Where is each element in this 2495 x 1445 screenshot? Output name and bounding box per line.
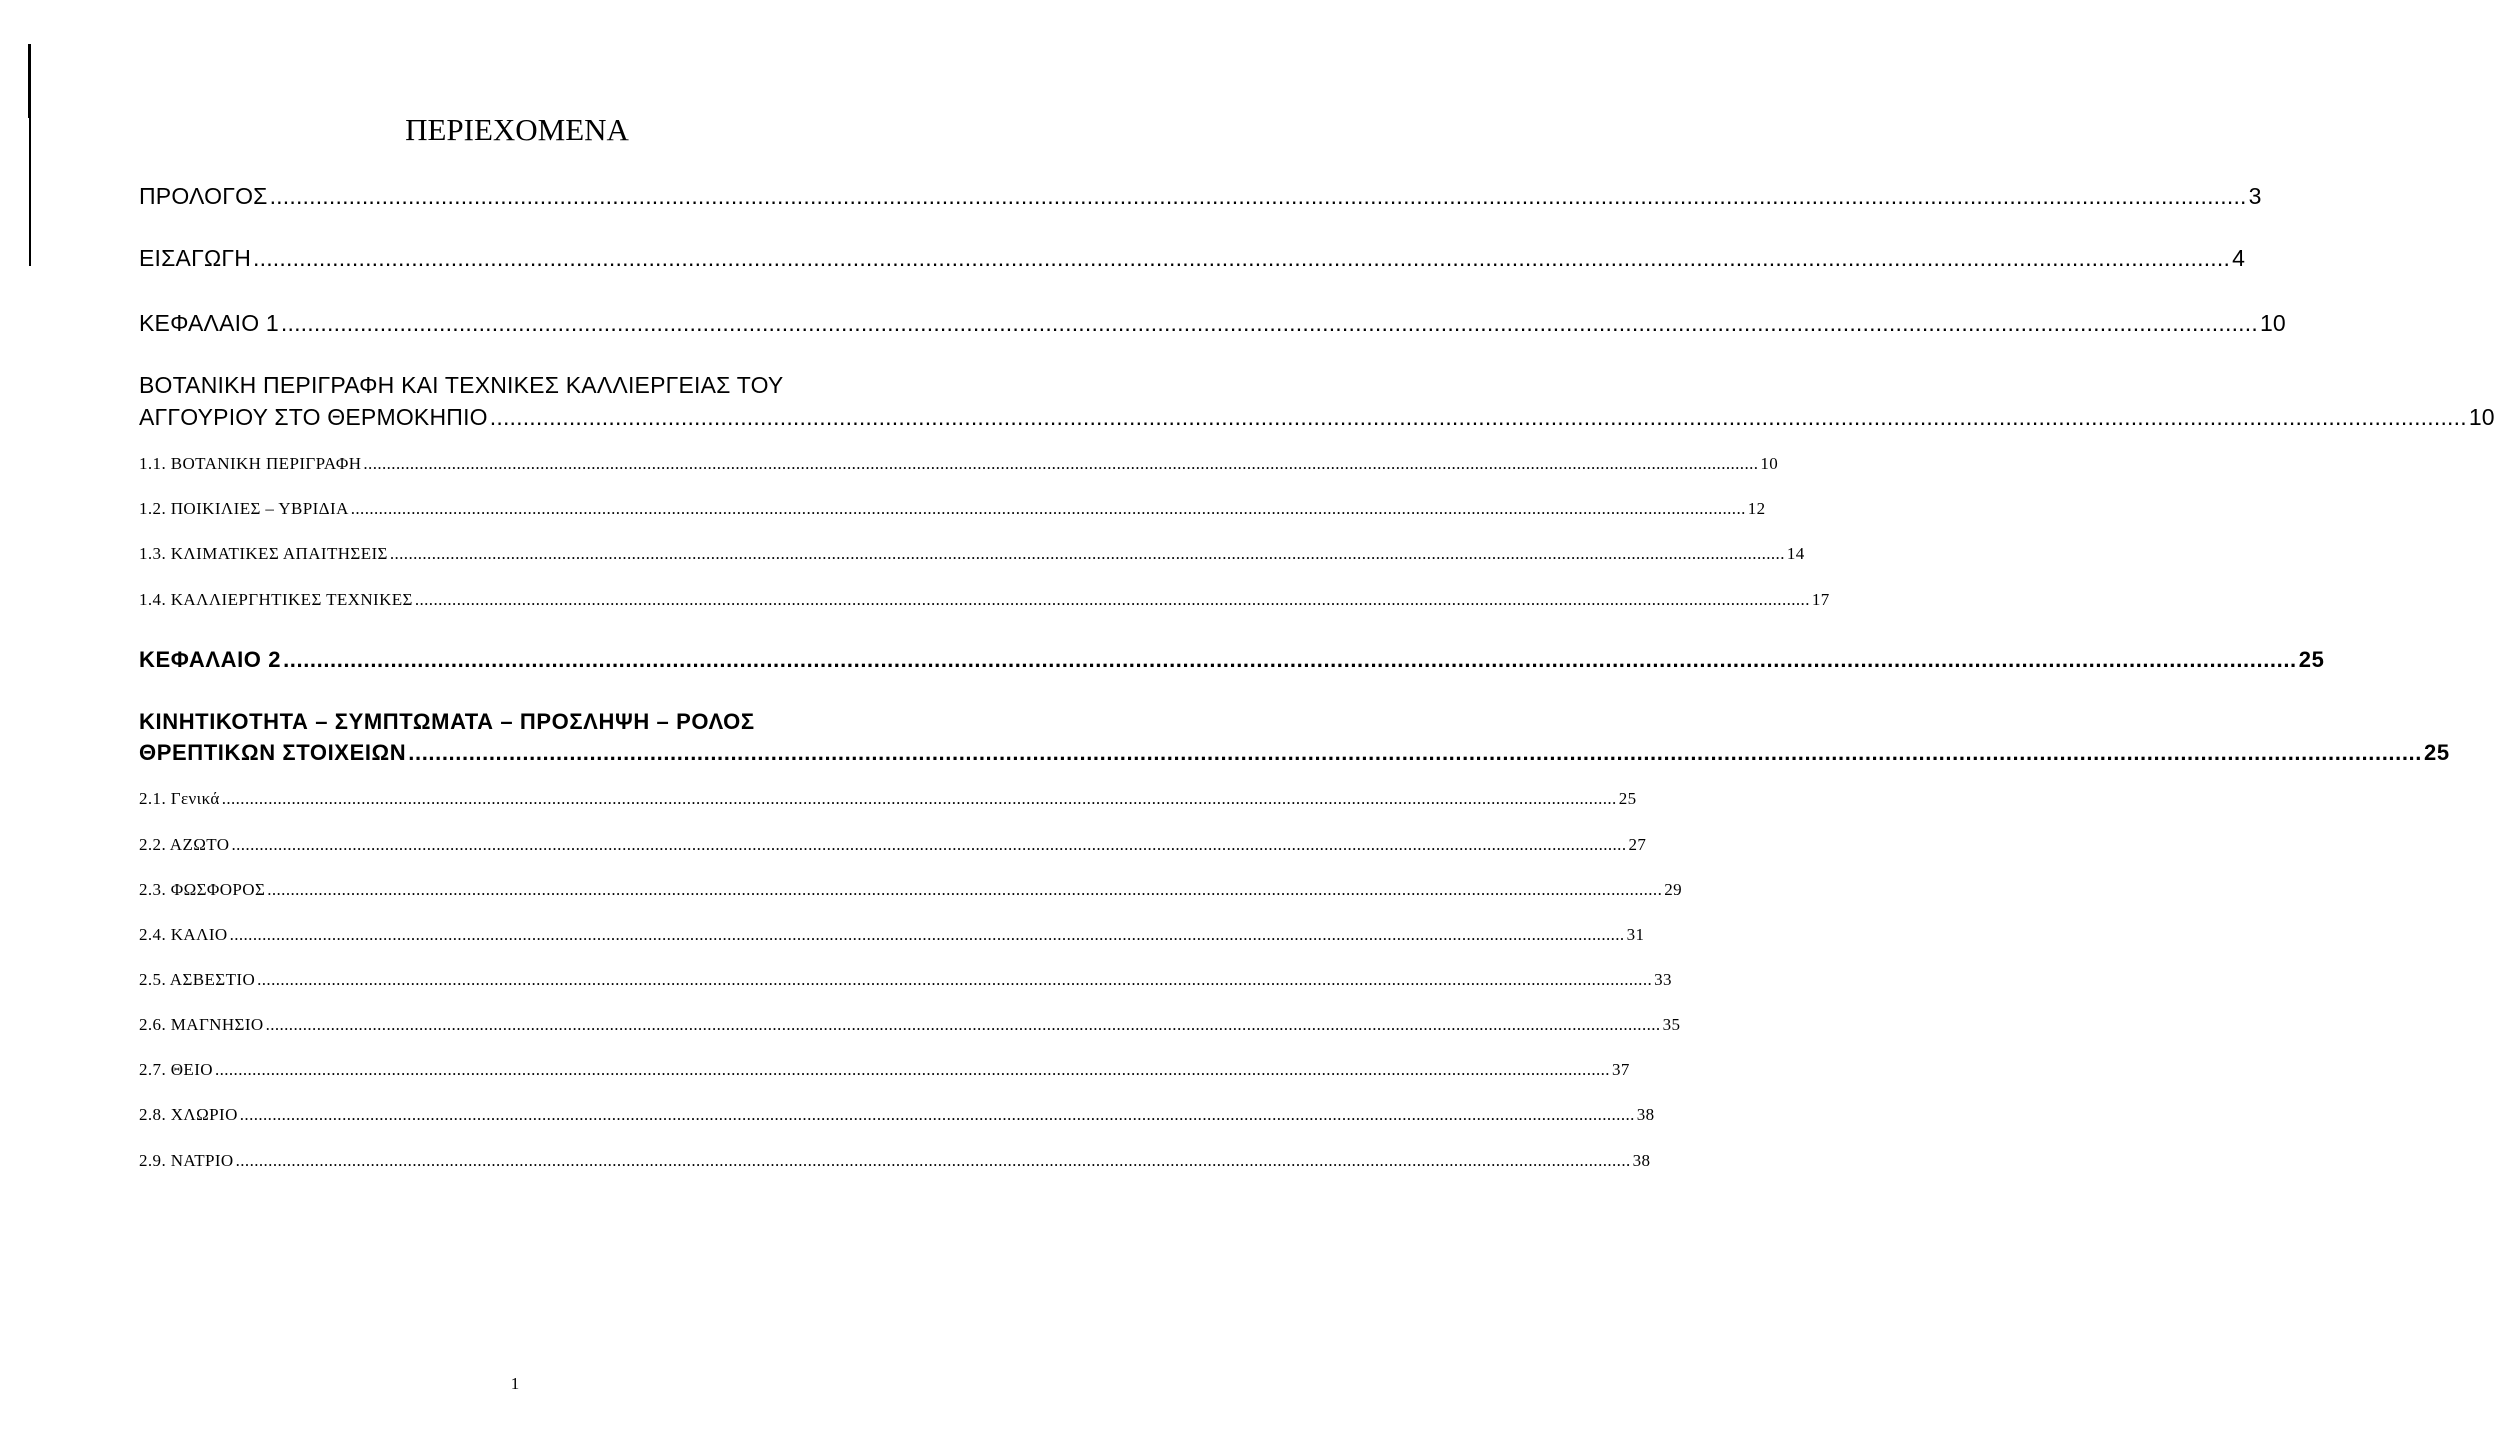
toc-entry-section[interactable]	[139, 880, 1683, 900]
toc-entry-introduction[interactable]	[139, 245, 2246, 272]
leader-dots: ............................................................................................................................................................................................................................................................................................................	[414, 590, 1810, 609]
toc-entry-page: 10	[2259, 310, 2286, 336]
toc-entry-label: ΑΓΓΟΥΡΙΟΥ ΣΤΟ ΘΕΡΜΟΚΗΠΙΟ	[139, 404, 488, 430]
toc-entry-page: 17	[1811, 590, 1830, 609]
leader-dots: ............................................................................................................................................................................................................................................................................................................	[350, 499, 1746, 518]
toc-entry-label: 1.2. ΠΟΙΚΙΛΙΕΣ – ΥΒΡΙΔΙΑ	[139, 499, 349, 518]
toc-entry-page: 25	[1618, 789, 1637, 808]
toc-entry-label: ΚΕΦΑΛΑΙΟ 2	[139, 647, 282, 672]
toc-entry-page: 3	[2248, 183, 2262, 209]
toc-entry-section[interactable]	[139, 835, 1647, 855]
toc-entry-section[interactable]	[139, 970, 1672, 990]
toc-entry-label: 2.2. ΑΖΩΤΟ	[139, 835, 230, 854]
margin-rule	[28, 44, 31, 118]
toc-entry-label: 1.4. ΚΑΛΛΙΕΡΓΗΤΙΚΕΣ ΤΕΧΝΙΚΕΣ	[139, 590, 413, 609]
toc-entry-section[interactable]	[139, 499, 1766, 519]
toc-entry-chapter-2-title[interactable]	[139, 740, 2450, 766]
leader-dots: ............................................................................................................................................................................................................................................................................................................	[363, 454, 1759, 473]
toc-entry-page: 4	[2232, 245, 2246, 271]
toc-entry-page: 25	[2298, 647, 2325, 672]
toc-entry-page: 27	[1628, 835, 1647, 854]
toc-entry-page: 29	[1664, 880, 1683, 899]
leader-dots: ............................................................................................................................................................................................................................................................................................................	[267, 880, 1663, 899]
page-title: ΠΕΡΙΕΧΟΜΕΝΑ	[405, 112, 629, 147]
leader-dots: ............................................................................................................................................................................................................................................................................................................	[389, 544, 1785, 563]
leader-dots: ............................................................................................................................................................................................................................................................................................................	[235, 1151, 1631, 1170]
leader-dots: ............................................................................................................................................................................................................................................................................................................	[214, 1060, 1610, 1079]
toc-entry-section[interactable]	[139, 1060, 1630, 1080]
toc-entry-section[interactable]	[139, 789, 1637, 809]
toc-entry-page: 33	[1654, 970, 1672, 989]
leader-dots: ............................................................................................................................................................................................................................................................................................................	[239, 1105, 1635, 1124]
toc-entry-label: ΠΡΟΛΟΓΟΣ	[139, 183, 268, 209]
leader-dots: ............................................................................................................................................................................................................................................................................................................	[253, 245, 2231, 271]
toc-entry-section[interactable]	[139, 544, 1805, 564]
toc-entry-page: 35	[1662, 1015, 1681, 1034]
toc-entry-section[interactable]	[139, 1105, 1655, 1125]
toc-entry-page: 10	[2468, 404, 2495, 430]
toc-entry-label: 2.6. ΜΑΓΝΗΣΙΟ	[139, 1015, 264, 1034]
toc-entry-section[interactable]	[139, 454, 1779, 474]
leader-dots: ............................................................................................................................................................................................................................................................................................................	[408, 740, 2422, 765]
page-number: 1	[510, 1374, 520, 1393]
toc-entry-label: 2.7. ΘΕΙΟ	[139, 1060, 213, 1079]
toc-entry-chapter-1-title[interactable]	[139, 404, 2495, 431]
leader-dots: ............................................................................................................................................................................................................................................................................................................	[280, 310, 2258, 336]
toc-entry-chapter-1-title-line: ΒΟΤΑΝΙΚΗ ΠΕΡΙΓΡΑΦΗ ΚΑΙ ΤΕΧΝΙΚΕΣ ΚΑΛΛΙΕΡΓΕΙΑΣ ΤΟΥ	[139, 372, 784, 398]
leader-dots: ............................................................................................................................................................................................................................................................................................................	[229, 925, 1625, 944]
toc-entry-page: 38	[1632, 1151, 1651, 1170]
leader-dots: ............................................................................................................................................................................................................................................................................................................	[269, 183, 2247, 209]
toc-entry-page: 12	[1747, 499, 1766, 518]
toc-entry-label: 2.4. ΚΑΛΙΟ	[139, 925, 228, 944]
toc-entry-page: 31	[1626, 925, 1645, 944]
toc-entry-label: 2.5. ΑΣΒΕΣΤΙΟ	[139, 970, 256, 989]
toc-entry-section[interactable]	[139, 1015, 1681, 1035]
leader-dots: ............................................................................................................................................................................................................................................................................................................	[221, 789, 1617, 808]
toc-entry-label: 2.3. ΦΩΣΦΟΡΟΣ	[139, 880, 266, 899]
leader-dots: ............................................................................................................................................................................................................................................................................................................	[489, 404, 2467, 430]
toc-entry-label: ΘΡΕΠΤΙΚΩΝ ΣΤΟΙΧΕΙΩΝ	[139, 740, 407, 765]
leader-dots: ............................................................................................................................................................................................................................................................................................................	[257, 970, 1653, 989]
toc-entry-page: 25	[2423, 740, 2450, 765]
toc-entry-page: 38	[1636, 1105, 1655, 1124]
toc-entry-prologue[interactable]	[139, 183, 2262, 210]
toc-entry-chapter-1[interactable]	[139, 310, 2286, 337]
toc-entry-section[interactable]	[139, 925, 1645, 945]
leader-dots: ............................................................................................................................................................................................................................................................................................................	[283, 647, 2297, 672]
leader-dots: ............................................................................................................................................................................................................................................................................................................	[231, 835, 1627, 854]
toc-entry-chapter-2-title-line: ΚΙΝΗΤΙΚΟΤΗΤΑ – ΣΥΜΠΤΩΜΑΤΑ – ΠΡΟΣΛΗΨΗ – ΡΟΛΟΣ	[139, 709, 755, 734]
toc-entry-label: ΕΙΣΑΓΩΓΗ	[139, 245, 252, 271]
toc-entry-label: 1.3. ΚΛΙΜΑΤΙΚΕΣ ΑΠΑΙΤΗΣΕΙΣ	[139, 544, 388, 563]
toc-entry-page: 14	[1786, 544, 1805, 563]
toc-entry-label: 2.1. Γενικά	[139, 789, 220, 808]
toc-entry-section[interactable]	[139, 1151, 1651, 1171]
toc-entry-label: ΚΕΦΑΛΑΙΟ 1	[139, 310, 279, 336]
toc-entry-label: 2.8. ΧΛΩΡΙΟ	[139, 1105, 238, 1124]
toc-entry-section[interactable]	[139, 590, 1830, 610]
toc-entry-label: 2.9. ΝΑΤΡΙΟ	[139, 1151, 234, 1170]
toc-entry-page: 10	[1760, 454, 1779, 473]
toc-entry-page: 37	[1611, 1060, 1630, 1079]
leader-dots: ............................................................................................................................................................................................................................................................................................................	[265, 1015, 1661, 1034]
toc-entry-label: 1.1. ΒΟΤΑΝΙΚΗ ΠΕΡΙΓΡΑΦΗ	[139, 454, 362, 473]
toc-entry-chapter-2[interactable]	[139, 647, 2325, 673]
